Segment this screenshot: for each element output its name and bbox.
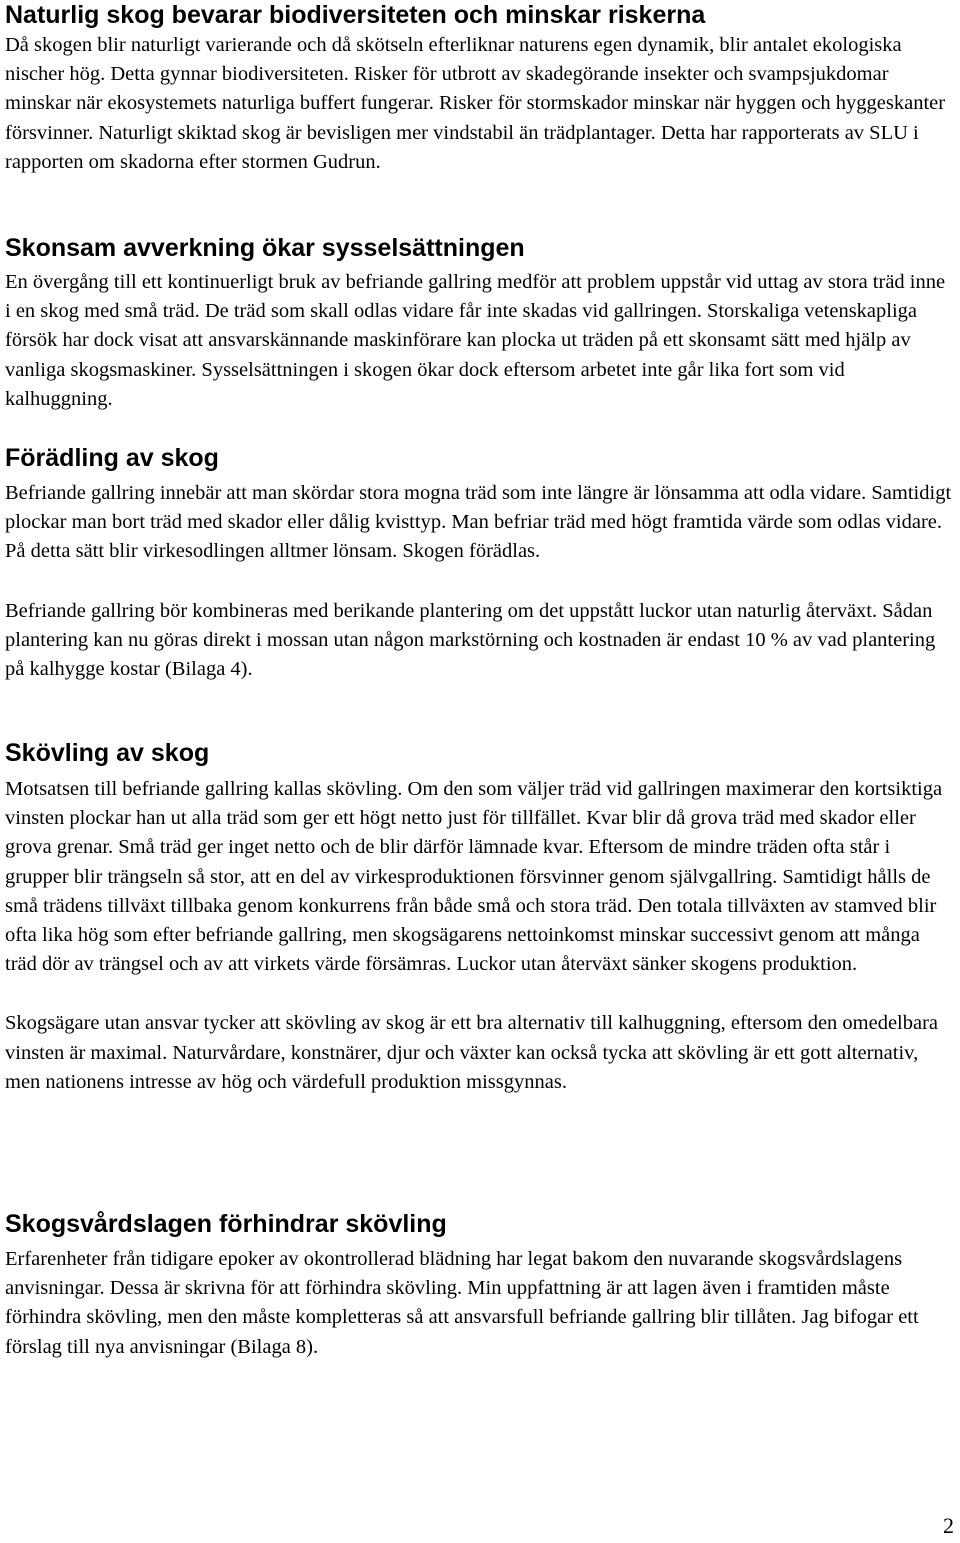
body-paragraph: Då skogen blir naturligt varierande och då skötseln efterliknar naturens egen dynamik, blir antalet ekologiska nischer hög. Detta gynnar biodiversiteten. Risker för utbrott av skadegörande insekter och svampsjukdomar minskar när ekosystemets naturliga buffert fungerar. Risker för stormskador minskar när hyggen och hyggeskanter försvinner. Naturligt skiktad skog är bevisligen mer vindstabil än trädplantager. Detta har rapporterats av SLU i rapporten om skadorna efter stormen Gudrun. [5, 34, 946, 173]
section-naturlig-skog [5, 0, 953, 177]
body-paragraph: Befriande gallring innebär att man skördar stora mogna träd som inte längre är lönsamma att odla vidare. Samtidigt plockar man bort träd med skador eller dålig kvisttyp. Man befriar träd med högt framtida värde som odlas vidare. På detta sätt blir virkesodlingen alltmer lönsam. Skogen förädlas. [5, 482, 952, 563]
body-paragraph: Befriande gallring bör kombineras med berikande plantering om det uppstått luckor utan naturlig återväxt. Sådan plantering kan nu göras direkt i mossan utan någon markstörning och kostnaden är endast 10 % av vad plantering på kalhygge kostar (Bilaga 4). [5, 599, 936, 681]
body-paragraph: Skogsägare utan ansvar tycker att skövling av skog är ett bra alternativ till kalhuggning, eftersom den omedelbara vinsten är maximal. Naturvårdare, konstnärer, djur och växter kan också tycka att skövling är ett gott alternativ, men nationens intresse av hög och värdefull produktion missgynnas. [5, 1012, 939, 1093]
body-paragraph: Motsatsen till befriande gallring kallas skövling. Om den som väljer träd vid gallringen maximerar den kortsiktiga vinsten plockar han ut alla träd som ger ett högt netto just för tillfället. Kvar blir då grova träd med skador eller grova grenar. Små träd ger inget netto och de blir därför lämnade kvar. Eftersom de mindre träden ofta står i grupper blir trängseln så stor, att en del av virkesproduktionen försvinner genom självgallring. Samtidigt hålls de små trädens tillväxt tillbaka genom konkurrens från både små och stora träd. Den totala tillväxten av stamved blir ofta lika hög som efter befriande gallring, men skogsägarens nettoinkomst minskar successivt genom att många träd dör av trängsel och av att virkets värde försämras. Luckor utan återväxt sänker skogens produktion. [5, 778, 943, 976]
body-paragraph: En övergång till ett kontinuerligt bruk av befriande gallring medför att problem uppstår vid uttag av stora träd inne i en skog med små träd. De träd som skall odlas vidare får inte skadas vid gallringen. Storskaliga vetenskapliga försök har dock visat att ansvarskännande maskinförare kan plocka ut träden på ett skonsamt sätt med hjälp av vanliga skogsmaskiner. Sysselsättningen i skogen ökar dock eftersom arbetet inte går lika fort som vid kalhuggning. [5, 271, 946, 410]
section-skonsam-avverkning [5, 233, 953, 414]
section-skovling-av-skog [5, 738, 953, 1097]
section-heading: Förädling av skog [5, 444, 219, 472]
section-heading: Skövling av skog [5, 739, 210, 767]
page-number: 2 [943, 1513, 954, 1538]
section-heading: Naturlig skog bevarar biodiversiteten och minskar riskerna [5, 1, 706, 29]
section-heading: Skonsam avverkning ökar sysselsättningen [5, 234, 525, 262]
section-skogsvardslagen [5, 1209, 953, 1362]
body-paragraph: Erfarenheter från tidigare epoker av okontrollerad blädning har legat bakom den nuvarande skogsvårdslagens anvisningar. Dessa är skrivna för att förhindra skövling. Min uppfattning är att lagen även i framtiden måste förhindra skövling, men den måste kompletteras så att ansvarsfull befriande gallring blir tillåten. Jag bifogar ett förslag till nya anvisningar (Bilaga 8). [5, 1248, 919, 1358]
section-foradling-av-skog [5, 443, 953, 684]
section-heading: Skogsvårdslagen förhindrar skövling [5, 1210, 447, 1238]
